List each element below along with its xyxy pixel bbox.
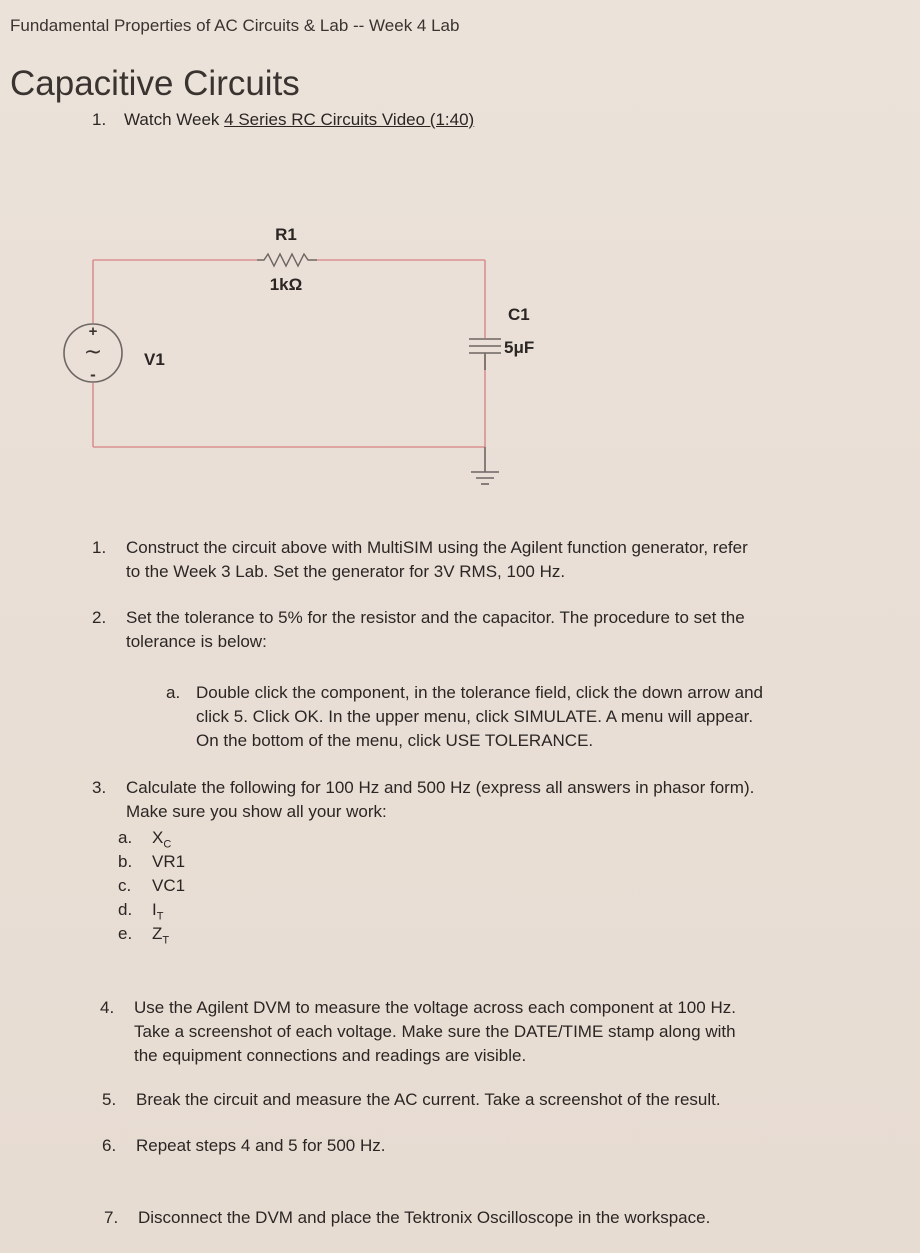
- step-number: 6.: [102, 1136, 117, 1155]
- step-line: Repeat steps 4 and 5 for 500 Hz.: [136, 1136, 386, 1155]
- step-line: Double click the component, in the tolerance field, click the down arrow and: [196, 683, 763, 702]
- capacitor-label: C1: [508, 305, 530, 324]
- step-line: Construct the circuit above with MultiSIM using the Agilent function generator, refer: [126, 538, 748, 557]
- resistor-value: 1kΩ: [269, 275, 303, 294]
- calc-list: [118, 826, 185, 946]
- section-title: Capacitive Circuits: [10, 64, 300, 103]
- step-line: Use the Agilent DVM to measure the voltage across each component at 100 Hz.: [134, 998, 736, 1017]
- resistor-label: R1: [275, 225, 297, 244]
- step-number: 5.: [102, 1090, 117, 1109]
- step-number: 4.: [100, 998, 115, 1017]
- step-number: 2.: [92, 608, 107, 627]
- list-item: e. $Z_T$: [118, 924, 170, 947]
- ac-source-v1-symbol: [64, 323, 122, 384]
- list-item: a. $X_C$: [118, 828, 172, 851]
- step-number: 7.: [104, 1208, 119, 1227]
- source-minus-sign: -: [90, 365, 96, 384]
- step-line: On the bottom of the menu, click USE TOLERANCE.: [196, 731, 594, 750]
- ground-icon: [471, 447, 499, 484]
- step-line: click 5. Click OK. In the upper menu, click SIMULATE. A menu will appear.: [196, 707, 754, 726]
- rc-circuit-schematic: [40, 210, 600, 510]
- step-line: Calculate the following for 100 Hz and 500 Hz (express all answers in phasor form).: [126, 778, 755, 797]
- course-title: Fundamental Properties of AC Circuits & Lab -- Week 4 Lab: [10, 16, 460, 35]
- intro-text: Watch Week: [124, 110, 225, 129]
- step-line: to the Week 3 Lab. Set the generator for 3V RMS, 100 Hz.: [126, 562, 566, 581]
- step-number: 3.: [92, 778, 107, 797]
- step-number: 1.: [92, 538, 107, 557]
- step-line: Set the tolerance to 5% for the resistor and the capacitor. The procedure to set the: [126, 608, 745, 627]
- list-item: d. $I_T$: [118, 900, 164, 923]
- capacitor-c1-symbol: [469, 339, 501, 370]
- video-link[interactable]: 4 Series RC Circuits Video (1:40): [224, 110, 475, 129]
- step-line: Break the circuit and measure the AC current. Take a screenshot of the result.: [136, 1090, 721, 1109]
- capacitor-value: 5μF: [504, 338, 535, 357]
- list-item: b. VR1: [118, 852, 186, 871]
- step-line: the equipment connections and readings are visible.: [134, 1046, 527, 1065]
- step-line: Take a screenshot of each voltage. Make sure the DATE/TIME stamp along with: [134, 1022, 736, 1041]
- list-item: c. VC1: [118, 876, 186, 895]
- source-plus-sign: +: [88, 323, 98, 340]
- resistor-r1-symbol: [257, 254, 317, 266]
- step-line: Disconnect the DVM and place the Tektronix Oscilloscope in the workspace.: [138, 1208, 711, 1227]
- intro-number: 1.: [92, 110, 107, 129]
- intro-item: [92, 110, 474, 130]
- step-line: Make sure you show all your work:: [126, 802, 387, 821]
- step-line: tolerance is below:: [126, 632, 267, 651]
- substep-letter: a.: [166, 683, 181, 702]
- source-tilde-icon: ~: [83, 340, 103, 365]
- source-label: V1: [144, 350, 165, 369]
